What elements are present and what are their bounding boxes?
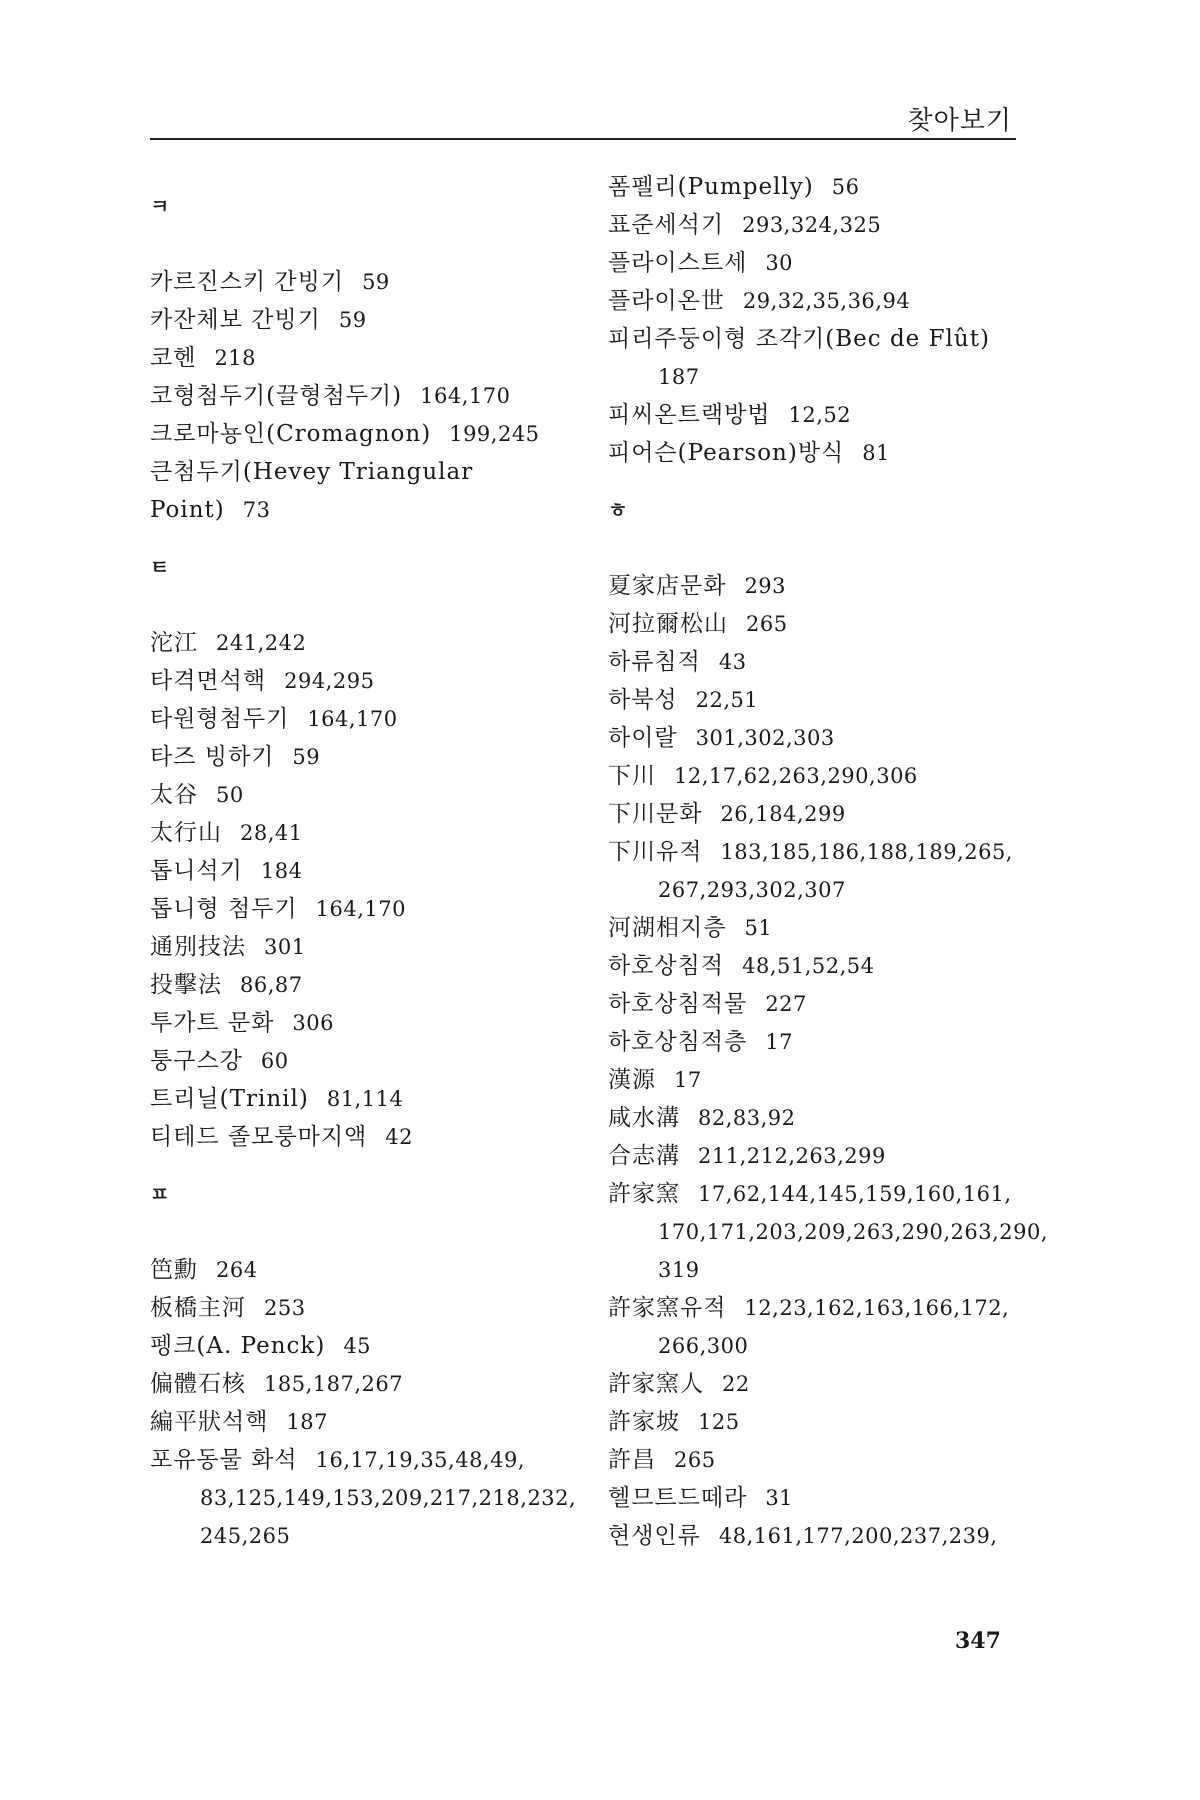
index-entry: [150, 890, 600, 928]
index-entry: [150, 700, 600, 738]
index-term: 현생인류: [608, 1523, 701, 1549]
index-pages: 17,62,144,145,159,160,161,: [698, 1182, 1012, 1206]
index-entry: [608, 605, 1058, 643]
index-term: 許昌: [608, 1447, 656, 1473]
index-term: 笆勳: [150, 1257, 198, 1283]
index-entry: [608, 795, 1058, 833]
index-entry: [150, 1042, 600, 1080]
index-entry: [150, 1403, 600, 1441]
index-pages: 86,87: [240, 973, 303, 997]
index-term: 咸水溝: [608, 1105, 680, 1131]
index-entry: [608, 909, 1058, 947]
index-entry: [150, 1118, 600, 1156]
index-pages: 29,32,35,36,94: [742, 289, 911, 313]
index-entry: [608, 282, 1058, 320]
index-term: 헬므트드떼라: [608, 1485, 748, 1511]
index-pages: 211,212,263,299: [698, 1144, 886, 1168]
index-pages: 125: [698, 1410, 740, 1434]
index-term: 티테드 졸모룽마지액: [150, 1124, 368, 1150]
index-pages-continued: 267,293,302,307: [658, 878, 846, 902]
index-pages: 253: [264, 1296, 306, 1320]
index-entry: [150, 928, 600, 966]
index-pages: 82,83,92: [698, 1106, 796, 1130]
index-pages: 218: [214, 346, 257, 370]
index-term: 펭크(A. Penck): [150, 1333, 326, 1359]
index-term: 하호상침적층: [608, 1029, 748, 1055]
index-entry: [150, 1441, 600, 1479]
index-term: 투가트 문화: [150, 1010, 275, 1036]
index-entry: [150, 1004, 600, 1042]
index-pages: 12,17,62,263,290,306: [674, 764, 918, 788]
index-term: 플라이온世: [608, 288, 725, 314]
index-pages: 293,324,325: [742, 213, 882, 237]
index-entry: [608, 719, 1058, 757]
index-term: 許家窯유적: [608, 1295, 727, 1321]
index-pages: 28,41: [240, 821, 303, 845]
index-pages: 164,170: [315, 897, 406, 921]
index-pages: 183,185,186,188,189,265,: [720, 840, 1013, 864]
index-entry: [150, 738, 600, 776]
index-term: 톱니석기: [150, 858, 243, 884]
index-term: 板橋主河: [150, 1295, 246, 1321]
index-pages: 22,51: [695, 688, 759, 712]
page-number: 347: [955, 1628, 1001, 1654]
index-term: 하호상침적: [608, 953, 725, 979]
index-term: 플라이스트세: [608, 250, 748, 276]
index-entry: [150, 1365, 600, 1403]
index-entry: [608, 833, 1058, 871]
index-pages: 12,23,162,163,166,172,: [744, 1296, 1010, 1320]
running-head: 찾아보기: [907, 106, 1012, 136]
index-term: 피씨온트랙방법: [608, 402, 771, 428]
index-term: 큰첨두기(Hevey Triangular Point): [150, 459, 474, 523]
index-term: 트리닐(Trinil): [150, 1086, 309, 1112]
index-pages-continued: 266,300: [658, 1334, 749, 1358]
index-pages: 227: [765, 992, 807, 1016]
index-pages: 294,295: [284, 669, 375, 693]
index-pages: 59: [362, 270, 390, 294]
index-pages: 48,161,177,200,237,239,: [718, 1524, 998, 1548]
index-entry: [608, 1137, 1058, 1175]
index-term: 톱니형 첨두기: [150, 896, 298, 922]
index-term: 코형첨두기(끌형첨두기): [150, 383, 403, 409]
index-entry: [608, 1441, 1058, 1479]
index-entry: [608, 244, 1058, 282]
index-term: 偏體石核: [150, 1371, 246, 1397]
index-term: 河拉爾松山: [608, 611, 728, 637]
index-pages-continued: 83,125,149,153,209,217,218,232,: [200, 1486, 577, 1510]
index-pages: 241,242: [216, 631, 307, 655]
index-pages: 42: [385, 1125, 414, 1149]
index-pages: 60: [260, 1049, 289, 1073]
index-entry: [150, 301, 600, 339]
index-term: 피리주둥이형 조각기(Bec de Flût): [608, 326, 990, 352]
index-entry: [608, 1365, 1058, 1403]
index-entry: [608, 1479, 1058, 1517]
index-entry: [608, 947, 1058, 985]
index-pages: 26,184,299: [720, 802, 846, 826]
index-entry: [608, 1099, 1058, 1137]
index-pages: 17: [674, 1068, 702, 1092]
index-entry: [608, 1061, 1058, 1099]
index-entry: [150, 1289, 600, 1327]
index-entry: [150, 453, 600, 529]
index-pages: 199,245: [449, 422, 540, 446]
index-pages: 48,51,52,54: [742, 954, 875, 978]
section-letter: ㅎ: [608, 498, 628, 522]
index-entry: [608, 643, 1058, 681]
section-letter: ㅌ: [150, 555, 170, 579]
index-pages-continued: 319: [658, 1258, 700, 1282]
index-term: 포유동물 화석: [150, 1447, 298, 1473]
index-term: 下川문화: [608, 801, 703, 827]
index-term: 下川유적: [608, 839, 703, 865]
index-term: 漢源: [608, 1067, 656, 1093]
index-pages: 12,52: [788, 403, 852, 427]
index-pages: 164,170: [307, 707, 398, 731]
index-term: 카잔체보 간빙기: [150, 307, 321, 333]
index-term: 河湖相지층: [608, 915, 727, 941]
index-pages: 81: [862, 441, 890, 465]
index-pages: 265: [746, 612, 788, 636]
index-pages: 293: [744, 574, 787, 598]
index-term: 通別技法: [150, 934, 246, 960]
index-term: 太行山: [150, 820, 222, 846]
index-pages: 264: [216, 1258, 258, 1282]
index-pages-continued: 187: [658, 365, 700, 389]
index-pages: 185,187,267: [264, 1372, 404, 1396]
index-term: 許家窯人: [608, 1371, 704, 1397]
index-entry: [150, 814, 600, 852]
index-entry: [608, 1023, 1058, 1061]
index-pages: 184: [260, 859, 303, 883]
index-term: 하이랄: [608, 725, 678, 751]
index-entry: [150, 415, 600, 453]
index-pages: 56: [831, 175, 860, 199]
index-term: 許家窯: [608, 1181, 680, 1207]
index-entry: [608, 1517, 1058, 1555]
index-term: 하류침적: [608, 649, 701, 675]
index-entry: [150, 662, 600, 700]
index-entry: [608, 757, 1058, 795]
index-term: 夏家店문화: [608, 573, 727, 599]
index-entry: [608, 1289, 1058, 1327]
index-entry: [150, 966, 600, 1004]
index-pages: 59: [338, 308, 367, 332]
index-pages: 17: [765, 1030, 794, 1054]
index-term: 太谷: [150, 782, 198, 808]
index-entry: [150, 377, 600, 415]
index-column-right: [608, 168, 1058, 1555]
index-entry: [608, 1403, 1058, 1441]
index-pages: 164,170: [420, 384, 511, 408]
index-term: 카르진스키 간빙기: [150, 269, 345, 295]
index-pages: 73: [242, 498, 271, 522]
index-term: 編平狀석핵: [150, 1409, 269, 1435]
index-entry: [608, 396, 1058, 434]
section-letter: ㅋ: [150, 194, 170, 218]
index-term: 코헨: [150, 345, 197, 371]
index-term: 표준세석기: [608, 212, 725, 238]
section-letter: ㅍ: [150, 1182, 170, 1206]
index-pages: 50: [216, 783, 244, 807]
index-entry: [150, 1251, 600, 1289]
index-pages: 301: [264, 935, 306, 959]
index-pages: 59: [292, 745, 321, 769]
index-term: 타격면석핵: [150, 668, 267, 694]
index-entry: [150, 1327, 600, 1365]
index-term: 크로마뇽인(Cromagnon): [150, 421, 432, 447]
index-term: 피어슨(Pearson)방식: [608, 440, 845, 466]
index-entry: [608, 168, 1058, 206]
index-entry: [608, 320, 1058, 358]
index-pages: 187: [286, 1410, 329, 1434]
index-pages: 43: [718, 650, 747, 674]
index-term: 合志溝: [608, 1143, 680, 1169]
index-term: 타원형첨두기: [150, 706, 290, 732]
page-header: [150, 96, 1016, 140]
index-pages: 81,114: [326, 1087, 404, 1111]
index-term: 폼펠리(Pumpelly): [608, 174, 814, 200]
index-entry: [608, 681, 1058, 719]
index-entry: [608, 206, 1058, 244]
index-entry: [150, 263, 600, 301]
index-entry: [150, 852, 600, 890]
index-pages: 301,302,303: [695, 726, 835, 750]
index-entry: [150, 339, 600, 377]
index-pages: 51: [744, 916, 773, 940]
index-pages: 45: [343, 1334, 372, 1358]
index-term: 퉁구스강: [150, 1048, 243, 1074]
index-pages-continued: 245,265: [200, 1524, 291, 1548]
index-entry: [608, 1175, 1058, 1213]
index-term: 하호상침적물: [608, 991, 748, 1017]
index-term: 타즈 빙하기: [150, 744, 275, 770]
index-entry: [608, 985, 1058, 1023]
index-pages: 16,17,19,35,48,49,: [315, 1448, 526, 1472]
index-column-left: [150, 168, 600, 1555]
index-term: 沱江: [150, 630, 198, 656]
index-entry: [150, 776, 600, 814]
index-term: 하북성: [608, 687, 678, 713]
index-pages-continued: 170,171,203,209,263,290,263,290,: [658, 1220, 1049, 1244]
index-term: 許家坡: [608, 1409, 680, 1435]
index-entry: [150, 1080, 600, 1118]
index-term: 投擊法: [150, 972, 222, 998]
index-entry: [608, 434, 1058, 472]
index-pages: 22: [722, 1372, 750, 1396]
index-pages: 306: [292, 1011, 334, 1035]
index-pages: 30: [765, 251, 794, 275]
index-term: 下川: [608, 763, 656, 789]
index-entry: [150, 624, 600, 662]
index-pages: 265: [674, 1448, 716, 1472]
index-pages: 31: [765, 1486, 794, 1510]
index-entry: [608, 567, 1058, 605]
